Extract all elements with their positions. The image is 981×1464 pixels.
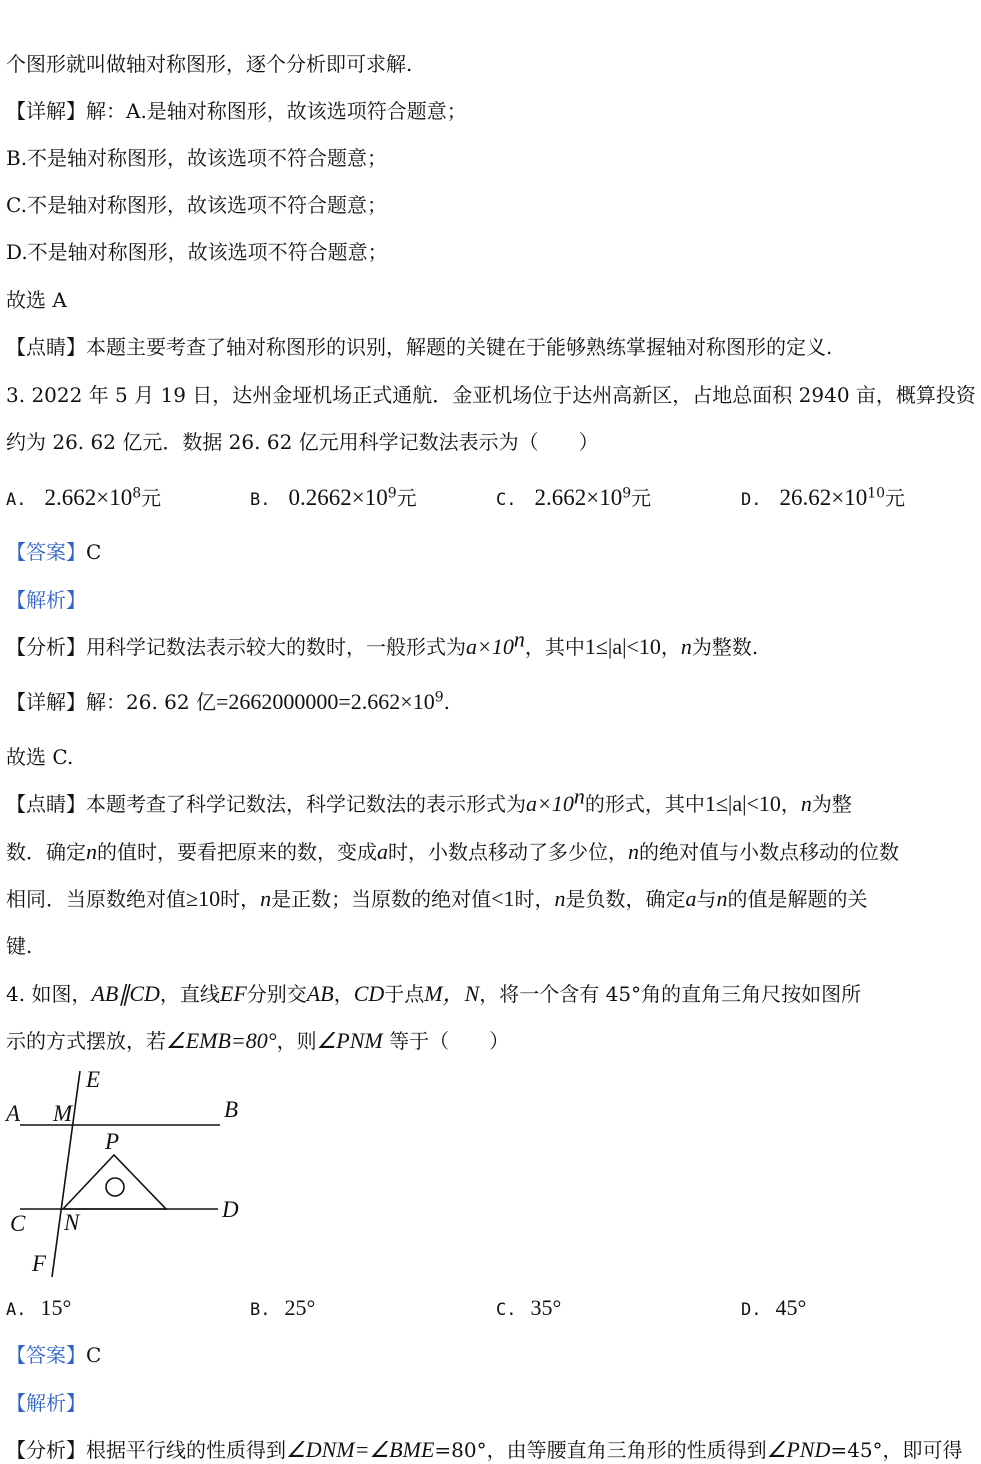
question-3-stem: 3. 2022 年 5 月 19 日，达州金垭机场正式通航．金亚机场位于达州高新区，占地总面积 2940 亩，概算投资 [6,383,976,407]
option-b: B. 25° [250,1295,316,1320]
label-c: C [10,1211,26,1236]
geometry-figure [0,1065,260,1285]
question-3-options [6,484,966,518]
text-line: C.不是轴对称图形，故该选项不符合题意； [6,193,387,217]
analysis-line [6,1389,86,1417]
answer-tag: 【答案】 [6,1343,86,1367]
answer-value: C [86,540,102,564]
text-line: 【点睛】本题主要考查了轴对称图形的识别，解题的关键在于能够熟练掌握轴对称图形的定义. [6,335,833,359]
comment-text: 相同．当原数绝对值≥10时，n是正数；当原数的绝对值<1时，n是负数，确定a与n的值是解题的关 [6,886,868,911]
answer-line [6,1341,101,1369]
detail-text: 【详解】解：26. 62 亿$=2662000000=2.662\times 10^9$. [6,689,450,714]
question-3-stem: 约为 26. 62 亿元．数据 26. 62 亿元用科学记数法表示为（ ） [6,430,599,454]
question-4-options [6,1294,966,1324]
analysis-line [6,586,86,614]
comment-tag: 【点睛】 [6,335,86,359]
analysis-tag: 【解析】 [6,588,86,612]
detail-tag: 【详解】 [6,99,86,123]
option-c: C. $2.662\times 10^9$元 [496,485,652,510]
answer-tag: 【答案】 [6,540,86,564]
label-e: E [86,1067,101,1092]
label-d: D [222,1197,239,1222]
label-m: M [53,1101,73,1126]
choose-line: 故选 C. [6,745,74,769]
option-d: D. 45° [741,1295,807,1320]
answer-line [6,538,101,566]
answer-value: C [86,1343,102,1367]
label-a: A [6,1101,21,1126]
label-p: P [105,1129,120,1154]
triangle-ruler [63,1155,166,1209]
analysis-text: 【分析】用科学记数法表示较大的数时，一般形式为$a\times 10^n$，其中1≤|a|<10，n为整数. [6,626,759,659]
option-c: C. 35° [496,1295,562,1320]
option-b: B. $0.2662\times 10^9$元 [250,485,417,510]
label-n: N [64,1210,80,1235]
label-f: F [32,1251,47,1276]
text-line: 【详解】解：A.是轴对称图形，故该选项符合题意； [6,99,467,123]
comment-text: 键. [6,934,33,958]
analysis-text: 【分析】根据平行线的性质得到∠DNM=∠BME=80°，由等腰直角三角形的性质得到∠PND=45°，即可得 [6,1437,963,1462]
text-line: 故选 A [6,288,67,312]
question-4-stem: 4. 如图，AB∥CD，直线EF分别交AB，CD于点M，N，将一个含有 45°角的直角三角尺按如图所 [6,981,862,1006]
option-a: A. 15° [6,1295,72,1320]
option-a: A. $2.662\times 10^8$元 [6,485,162,510]
ruler-hole [106,1178,124,1196]
text-line: 个图形就叫做轴对称图形，逐个分析即可求解. [6,52,413,76]
option-d: D. $26.62\times 10^{10}$元 [741,485,906,510]
comment-text: 【点睛】本题考查了科学记数法，科学记数法的表示形式为$a\times 10^n$的形式，其中1≤|a|<10，n为整 [6,783,852,816]
text-line: B.不是轴对称图形，故该选项不符合题意； [6,146,388,170]
label-b: B [224,1097,239,1122]
text-line: D.不是轴对称图形，故该选项不符合题意； [6,240,388,264]
comment-text: 数．确定n的值时，要看把原来的数，变成a时，小数点移动了多少位，n的绝对值与小数点移动的位数 [6,839,899,864]
analysis-tag: 【解析】 [6,1391,86,1415]
question-4-stem: 示的方式摆放，若∠EMB=80°，则∠PNM 等于（ ） [6,1028,510,1053]
